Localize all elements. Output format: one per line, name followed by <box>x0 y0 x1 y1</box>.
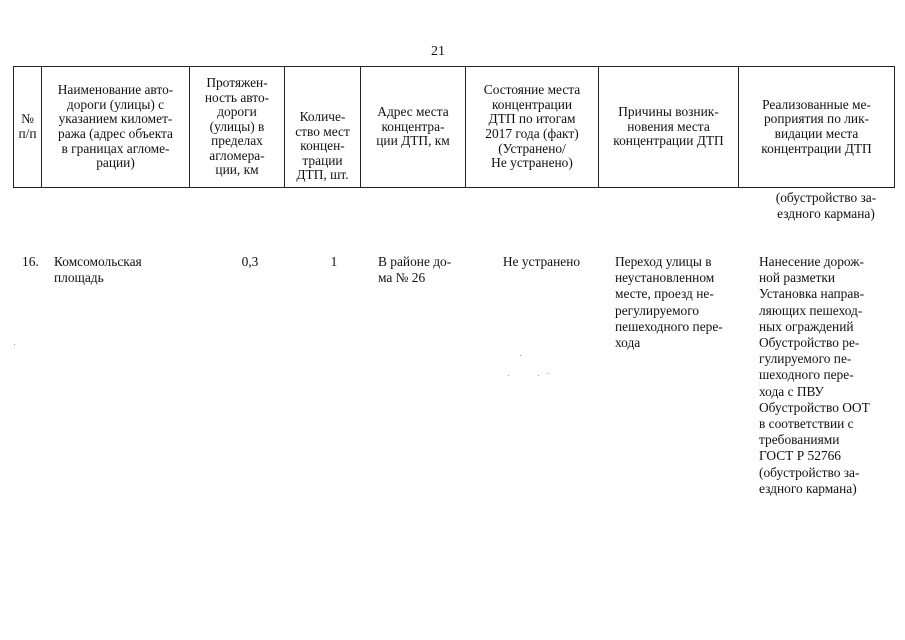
text-line: дороги <box>217 104 257 120</box>
header-count <box>285 67 361 188</box>
text-line: пешеходного пере- <box>615 318 723 334</box>
text-line: Не устранено) <box>491 155 573 171</box>
text-line: Количе- <box>299 109 346 125</box>
text-line: месте, проезд не- <box>615 286 714 302</box>
table-header <box>13 66 895 188</box>
text-line: трации <box>302 152 343 168</box>
text-line: рации) <box>96 155 135 171</box>
scan-speck <box>538 375 539 376</box>
text-line: концентрации <box>491 96 573 112</box>
row-number: 16. <box>22 254 39 269</box>
scan-speck <box>14 344 15 345</box>
row-count: 1 <box>330 254 338 269</box>
scan-speck <box>548 373 549 374</box>
text-line: ража (адрес объекта <box>58 126 173 141</box>
text-line: новения места <box>627 118 710 134</box>
text-line: Причины возник- <box>618 104 719 120</box>
text-line: требованиями <box>759 432 840 448</box>
text-line: (обустройство за- <box>759 464 860 480</box>
text-line: гулируемого пе- <box>759 351 852 367</box>
text-line: ДТП по итогам <box>488 111 576 127</box>
text-line: Нанесение дорож- <box>759 254 865 269</box>
text-line: п/п <box>18 126 37 141</box>
text-line: ма № 26 <box>378 270 426 286</box>
row-road-name <box>54 254 194 286</box>
text-line: Обустройство ре- <box>759 335 860 351</box>
text-line: ездного кармана) <box>777 206 875 222</box>
scan-speck <box>520 355 521 356</box>
text-line: ных ограждений <box>759 318 854 334</box>
row-measures <box>759 254 895 497</box>
header-state <box>466 67 599 188</box>
text-line: видации места <box>774 126 859 141</box>
scan-speck <box>508 375 509 376</box>
header-address <box>361 67 466 188</box>
row-length: 0,3 <box>241 254 259 269</box>
text-line: дороги (улицы) с <box>66 96 165 112</box>
header-length <box>190 67 285 188</box>
text-line: в границах агломе- <box>61 140 170 156</box>
text-line: Установка направ- <box>759 286 865 302</box>
row-reasons <box>615 254 751 351</box>
text-line: Комсомольская <box>54 254 142 269</box>
text-line: ляющих пешеход- <box>759 302 863 318</box>
header-reasons <box>599 67 739 188</box>
text-line: хода <box>615 335 641 351</box>
header-road-name <box>42 67 190 188</box>
text-line: ство мест <box>295 123 350 139</box>
text-line: площадь <box>54 270 104 286</box>
text-line: пределах <box>211 133 263 149</box>
header-num <box>14 67 42 188</box>
row-address <box>378 254 488 286</box>
measures-continuation <box>756 190 896 222</box>
text-line: Протяжен- <box>206 74 268 90</box>
row-state: Не устранено <box>502 254 581 269</box>
text-line: концентра- <box>381 118 445 134</box>
text-line: В районе до- <box>378 254 452 269</box>
text-line: агломера- <box>209 147 265 163</box>
text-line: ность авто- <box>204 89 270 105</box>
text-line: ции ДТП, км <box>376 133 450 149</box>
text-line: Наименование авто- <box>57 82 174 98</box>
text-line: № <box>21 111 34 127</box>
text-line: ДТП, шт. <box>296 167 349 183</box>
text-line: ГОСТ Р 52766 <box>759 448 841 464</box>
page-number: 21 <box>431 44 445 59</box>
text-line: 2017 года (факт) <box>485 126 579 141</box>
header-measures <box>739 67 895 188</box>
text-line: Обустройство ООТ <box>759 399 870 415</box>
text-line: роприятия по лик- <box>763 111 870 127</box>
text-line: концентрации ДТП <box>613 133 724 149</box>
text-line: указанием километ- <box>58 111 173 127</box>
text-line: (улицы) в <box>209 118 265 134</box>
text-line: (Устранено/ <box>498 140 566 156</box>
text-line: ездного кармана) <box>759 480 857 496</box>
text-line: неустановленном <box>615 270 715 286</box>
text-line: Переход улицы в <box>615 254 712 269</box>
text-line: Реализованные ме- <box>762 96 871 112</box>
text-line: ции, км <box>215 162 259 178</box>
text-line: шеходного пере- <box>759 367 854 383</box>
text-line: в соответствии с <box>759 416 854 432</box>
text-line: концентрации ДТП <box>761 140 872 156</box>
text-line: ной разметки <box>759 270 836 286</box>
text-line: Адрес места <box>377 104 449 120</box>
text-line: регулируемого <box>615 302 700 318</box>
text-line: Состояние места <box>483 82 581 98</box>
text-line: концен- <box>300 138 345 154</box>
text-line: хода с ПВУ <box>759 383 824 399</box>
text-line: (обустройство за- <box>775 190 877 205</box>
